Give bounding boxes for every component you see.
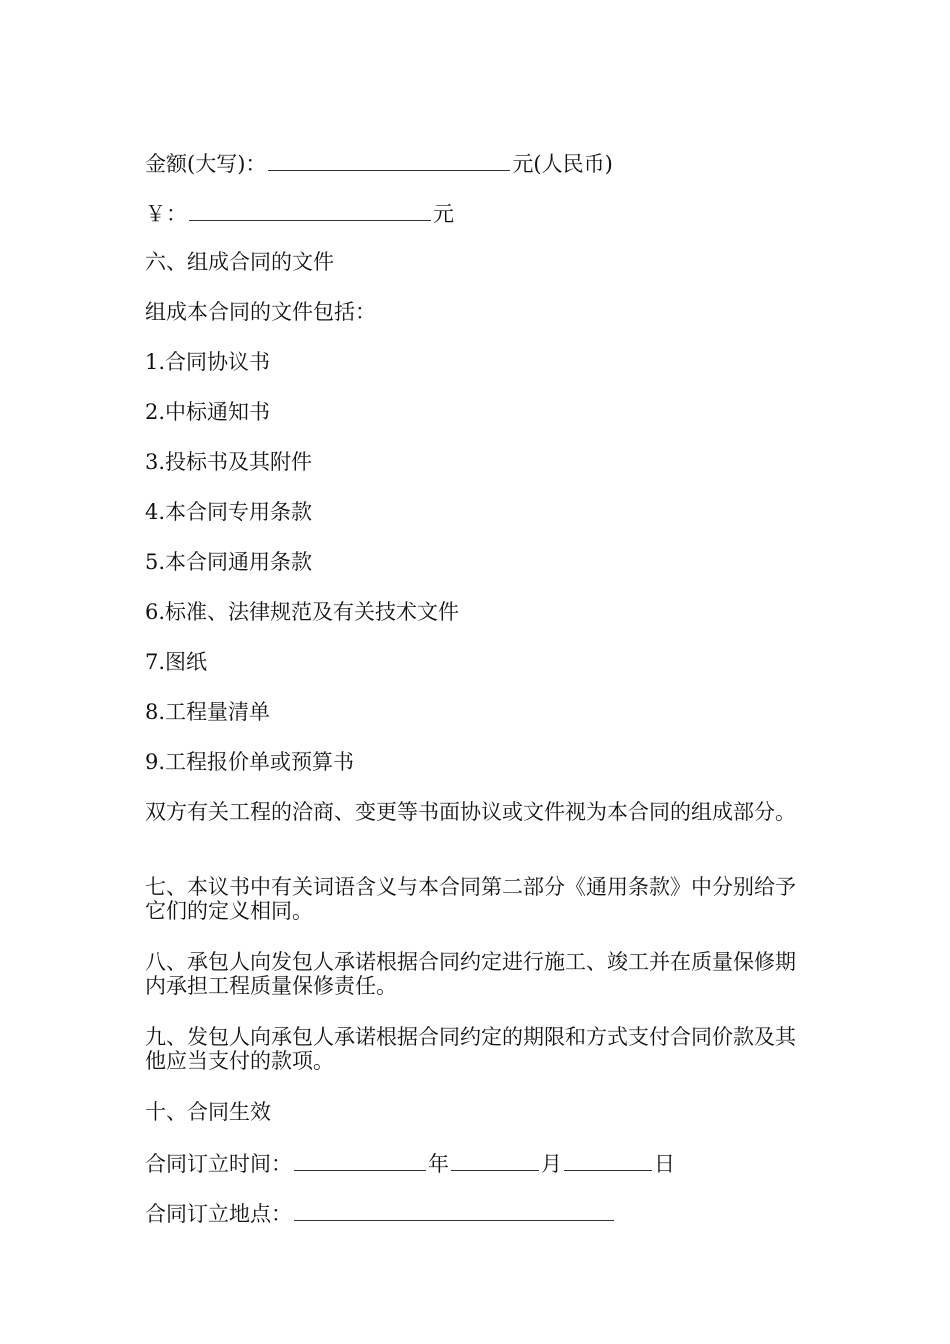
amount-upper-blank [268,150,510,171]
list-item: 9.工程报价单或预算书 [145,750,355,774]
contract-time-line [145,1150,675,1176]
amount-yen-blank [189,200,431,221]
year-blank [294,1150,426,1171]
month-label: 月 [541,1152,562,1176]
contract-time-label: 合同订立时间： [145,1152,292,1176]
place-blank [294,1200,614,1221]
list-item: 7.图纸 [145,650,208,674]
amount-yen-line [145,200,454,226]
list-item: 8.工程量清单 [145,700,271,724]
section7-paragraph: 七、本议书中有关词语含义与本合同第二部分《通用条款》中分别给予它们的定义相同。 [145,875,796,923]
list-item: 6.标准、法律规范及有关技术文件 [145,600,460,624]
list-item: 2.中标通知书 [145,400,271,424]
section10-title: 十、合同生效 [145,1100,271,1124]
section6-intro: 组成本合同的文件包括： [145,300,376,324]
amount-yen-label: ￥： [145,202,187,226]
amount-yen-suffix: 元 [433,202,454,226]
list-item: 4.本合同专用条款 [145,500,313,524]
list-item: 5.本合同通用条款 [145,550,313,574]
day-label: 日 [654,1152,675,1176]
contract-place-label: 合同订立地点： [145,1202,292,1226]
list-item: 3.投标书及其附件 [145,450,313,474]
amount-upper-line [145,150,613,176]
year-label: 年 [428,1152,449,1176]
section6-title: 六、组成合同的文件 [145,250,334,274]
list-item: 1.合同协议书 [145,350,271,374]
section9-paragraph: 九、发包人向承包人承诺根据合同约定的期限和方式支付合同价款及其他应当支付的款项。 [145,1025,796,1073]
month-blank [451,1150,539,1171]
day-blank [564,1150,652,1171]
contract-place-line [145,1200,616,1226]
section8-paragraph: 八、承包人向发包人承诺根据合同约定进行施工、竣工并在质量保修期内承担工程质量保修责任。 [145,950,796,998]
amount-upper-label: 金额(大写)： [145,152,267,176]
amount-upper-suffix: 元(人民币) [512,152,613,176]
section6-note: 双方有关工程的洽商、变更等书面协议或文件视为本合同的组成部分。 [145,800,796,824]
